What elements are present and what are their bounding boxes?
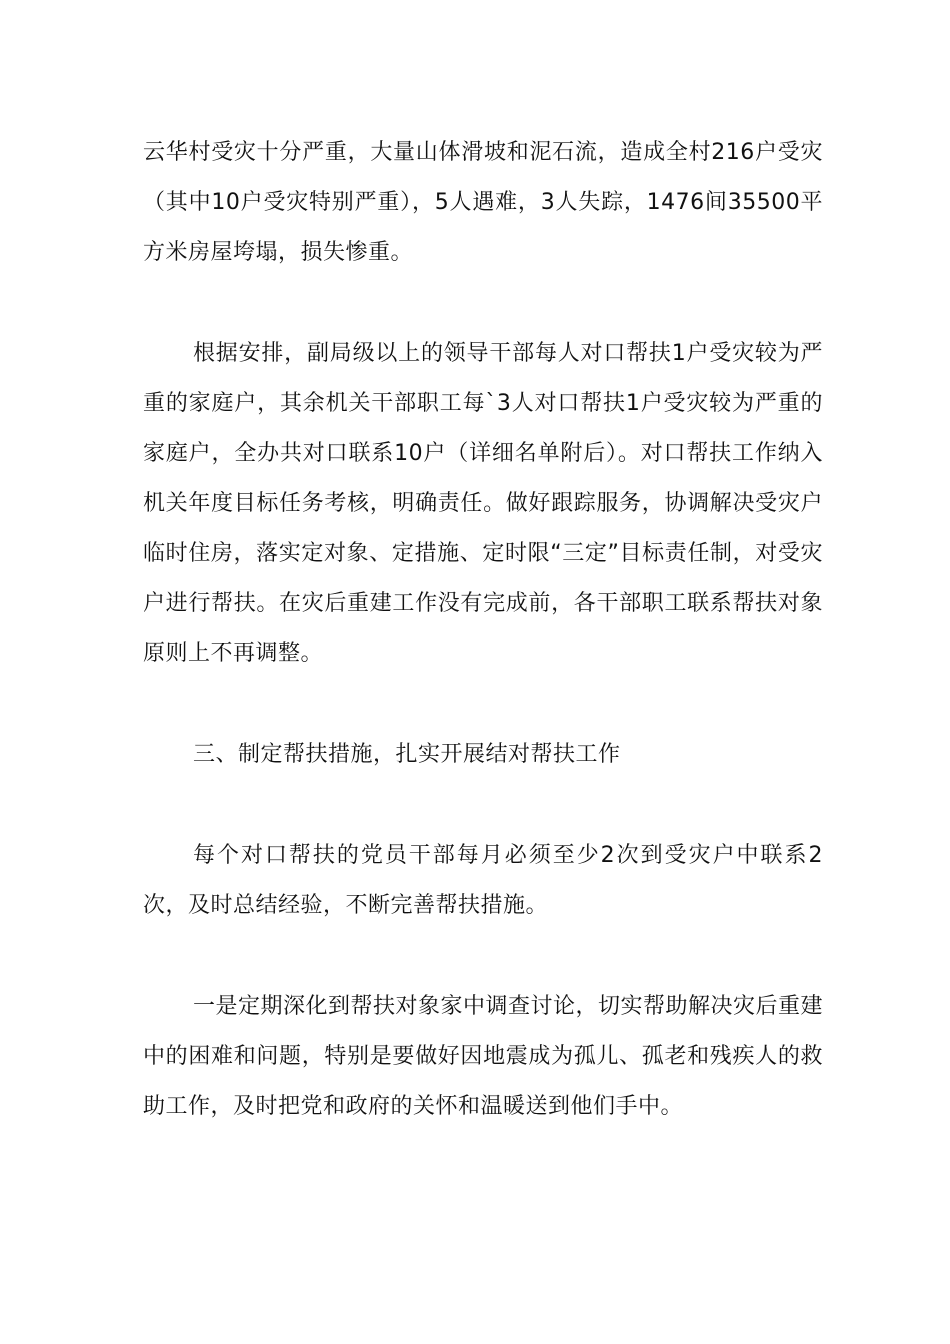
section-heading-measures: 三、制定帮扶措施，扎实开展结对帮扶工作 (193, 742, 621, 767)
paragraph-investigation: 一是定期深化到帮扶对象家中调查讨论，切实帮助解决灾后重建中的困难和问题，特别是要做好因地震成为孤儿、孤老和残疾人的救助工作，及时把党和政府的关怀和温暖送到他们手中。 (143, 994, 824, 1119)
paragraph-village-damage: 云华村受灾十分严重，大量山体滑坡和泥石流，造成全村216户受灾（其中10户受灾特别严重），5人遇难，3人失踪，1476间35500平方米房屋垮塌，损失惨重。 (143, 140, 823, 265)
paragraph-assistance-arrangement: 根据安排，副局级以上的领导干部每人对口帮扶1户受灾较为严重的家庭户，其余机关干部职工每`3人对口帮扶1户受灾较为严重的家庭户，全办共对口联系10户（详细名单附后）。对口帮扶工作纳入机关年度目标任务考核，明确责任。做好跟踪服务，协调解决受灾户临时住房，落实定对象、定措施、定时限“三定”目标责任制，对受灾户进行帮扶。在灾后重建工作没有完成前，各干部职工联系帮扶对象原则上不再调整。 (143, 341, 823, 666)
document-page (143, 128, 823, 1132)
paragraph-monthly-visits: 每个对口帮扶的党员干部每月必须至少2次到受灾户中联系2次，及时总结经验，不断完善帮扶措施。 (143, 843, 823, 918)
